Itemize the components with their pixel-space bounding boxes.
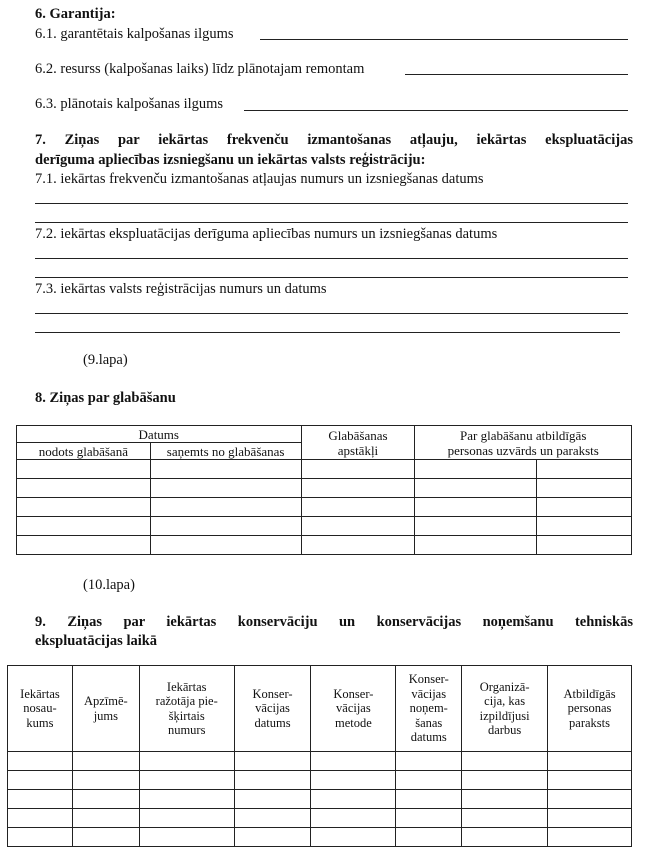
section-7-heading-line1: 7. Ziņas par iekārtas frekvenču izmantošanas atļauju, iekārtas ekspluatācijas (35, 132, 633, 148)
table-row (17, 536, 632, 555)
header-organization: Organizā- cija, kas izpildījusi darbus (462, 666, 548, 752)
table-row (8, 771, 632, 790)
table-row (17, 460, 632, 479)
item-6-1-fill-line[interactable] (260, 39, 628, 40)
table-row (8, 809, 632, 828)
item-7-2-fill-line-2[interactable] (35, 277, 628, 278)
item-7-1-fill-line-1[interactable] (35, 203, 628, 204)
item-6-3-label: 6.3. plānotais kalpošanas ilgums (35, 96, 224, 112)
item-7-3-fill-line-1[interactable] (35, 313, 628, 314)
conservation-table (7, 665, 632, 847)
header-responsible-signature: Atbildīgās personas paraksts (548, 666, 632, 752)
item-6-2-fill-line[interactable] (405, 74, 628, 75)
header-conservation-method: Konser- vācijas metode (311, 666, 396, 752)
header-serial-number: Iekārtas ražotāja pie- šķirtais numurs (139, 666, 234, 752)
header-responsible-person: Par glabāšanu atbildīgās personas uzvārds un paraksts (415, 426, 632, 460)
item-7-2-fill-line-1[interactable] (35, 258, 628, 259)
header-datums: Datums (17, 426, 302, 443)
item-6-2-label: 6.2. resurss (kalpošanas laiks) līdz plānotajam remontam (35, 61, 365, 77)
table-row (8, 828, 632, 847)
table-row (17, 498, 632, 517)
table-row (17, 517, 632, 536)
section-9-heading-line2: ekspluatācijas laikā (35, 633, 158, 649)
page-number-10: (10.lapa) (83, 577, 135, 593)
header-storage-conditions: Glabāšanas apstākļi (301, 426, 415, 460)
header-removal-date: Konser- vācijas noņem- šanas datums (396, 666, 462, 752)
header-equipment-name: Iekārtas nosau- kums (8, 666, 73, 752)
header-designation: Apzīmē- jums (72, 666, 139, 752)
item-7-1-label: 7.1. iekārtas frekvenču izmantošanas atļaujas numurs un izsniegšanas datums (35, 171, 484, 187)
section-7-heading-line2: derīguma apliecības izsniegšanu un iekārtas valsts reģistrāciju: (35, 152, 426, 168)
storage-table (16, 425, 632, 555)
item-7-3-fill-line-2[interactable] (35, 332, 620, 333)
table-row (17, 479, 632, 498)
section-8-heading: 8. Ziņas par glabāšanu (35, 390, 176, 406)
item-7-2-label: 7.2. iekārtas ekspluatācijas derīguma apliecības numurs un izsniegšanas datums (35, 226, 498, 242)
header-nodots: nodots glabāšanā (17, 443, 151, 460)
page-number-9: (9.lapa) (83, 352, 128, 368)
header-sanemts: saņemts no glabāšanas (150, 443, 301, 460)
table-row (8, 790, 632, 809)
table-row (8, 752, 632, 771)
item-6-1-label: 6.1. garantētais kalpošanas ilgums (35, 26, 234, 42)
item-7-3-label: 7.3. iekārtas valsts reģistrācijas numurs un datums (35, 281, 327, 297)
section-6-heading: 6. Garantija: (35, 6, 116, 22)
item-6-3-fill-line[interactable] (244, 110, 628, 111)
item-7-1-fill-line-2[interactable] (35, 222, 628, 223)
header-conservation-date: Konser- vācijas datums (234, 666, 311, 752)
section-9-heading-line1: 9. Ziņas par iekārtas konservāciju un konservācijas noņemšanu tehniskās (35, 614, 633, 630)
